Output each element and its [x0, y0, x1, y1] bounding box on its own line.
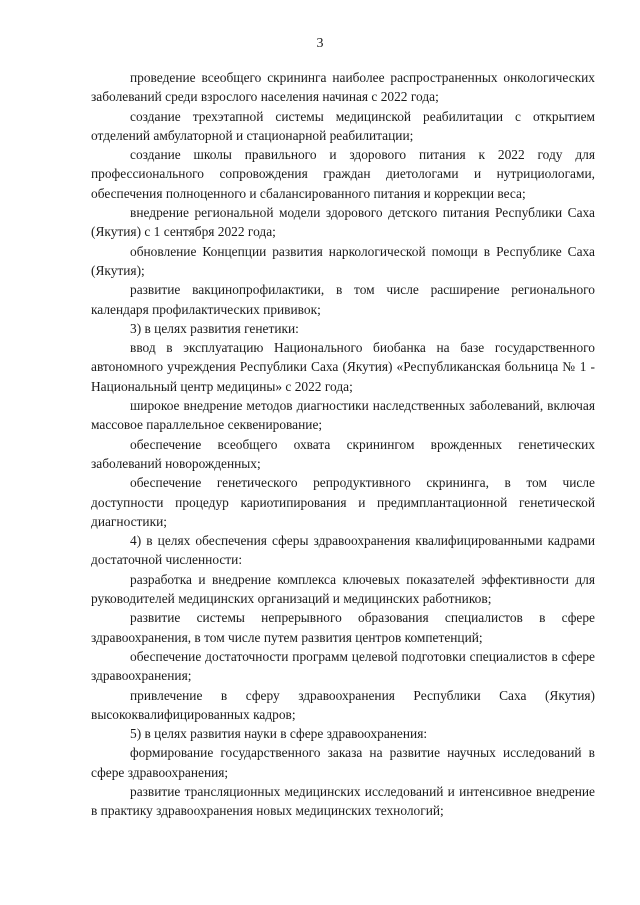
paragraph-biobank: ввод в эксплуатацию Национального биобанка на базе государственного автономного учреждения Республики Саха (Якутия) «Республиканская больница № 1 - Национальный центр медицины» с 2022 года;: [91, 340, 595, 394]
paragraph-vaccination: развитие вакцинопрофилактики, в том числе расширение регионального календаря профилактических прививок;: [91, 282, 595, 317]
paragraph-screening: проведение всеобщего скрининга наиболее распространенных онкологических заболеваний среди взрослого населения начиная с 2022 года;: [91, 70, 595, 105]
paragraph-hereditary-diagnostics: широкое внедрение методов диагностики наследственных заболеваний, включая массовое параллельное секвенирование;: [91, 398, 595, 433]
paragraph-narcology-concept: обновление Концепции развития наркологической помощи в Республике Саха (Якутия);: [91, 243, 595, 278]
paragraph-staff-attraction: привлечение в сферу здравоохранения Республики Саха (Якутия) высококвалифицированных кадров;: [91, 687, 595, 722]
document-body: [91, 68, 595, 821]
paragraph-continuous-education: развитие системы непрерывного образования специалистов в сфере здравоохранения, в том числе путем развития центров компетенций;: [91, 610, 595, 645]
paragraph-staffing-heading: 4) в целях обеспечения сферы здравоохранения квалифицированными кадрами достаточной численности:: [91, 533, 595, 568]
paragraph-newborn-screening: обеспечение всеобщего охвата скринингом врожденных генетических заболеваний новорожденных;: [91, 436, 595, 471]
paragraph-genetics-heading: 3) в целях развития генетики:: [130, 320, 299, 336]
paragraph-targeted-training: обеспечение достаточности программ целевой подготовки специалистов в сфере здравоохранения;: [91, 648, 595, 684]
paragraph-nutrition-school: создание школы правильного и здорового питания к 2022 году для профессионального сопровождения граждан диетологами и нутрициологами, обеспечения полноценного и сбалансированного питания и коррекции веса;: [91, 147, 595, 201]
paragraph-rehabilitation: создание трехэтапной системы медицинской реабилитации с открытием отделений амбулаторной и стационарной реабилитации;: [91, 108, 595, 143]
paragraph-kpi: разработка и внедрение комплекса ключевых показателей эффективности для руководителей медицинских организаций и медицинских работников;: [91, 571, 595, 607]
paragraph-state-order: формирование государственного заказа на развитие научных исследований в сфере здравоохранения;: [91, 745, 595, 780]
page-number: 3: [316, 36, 324, 51]
paragraph-science-heading: 5) в целях развития науки в сфере здравоохранения:: [130, 726, 428, 742]
paragraph-reproductive-screening: обеспечение генетического репродуктивного скрининга, в том числе доступности процедур кариотипирования и предимплантационной генетической диагностики;: [91, 475, 595, 529]
paragraph-translational-research: развитие трансляционных медицинских исследований и интенсивное внедрение в практику здравоохранения новых медицинских технологий;: [91, 783, 595, 819]
paragraph-child-nutrition: внедрение региональной модели здорового детского питания Республики Саха (Якутия) с 1 сентября 2022 года;: [91, 205, 595, 240]
